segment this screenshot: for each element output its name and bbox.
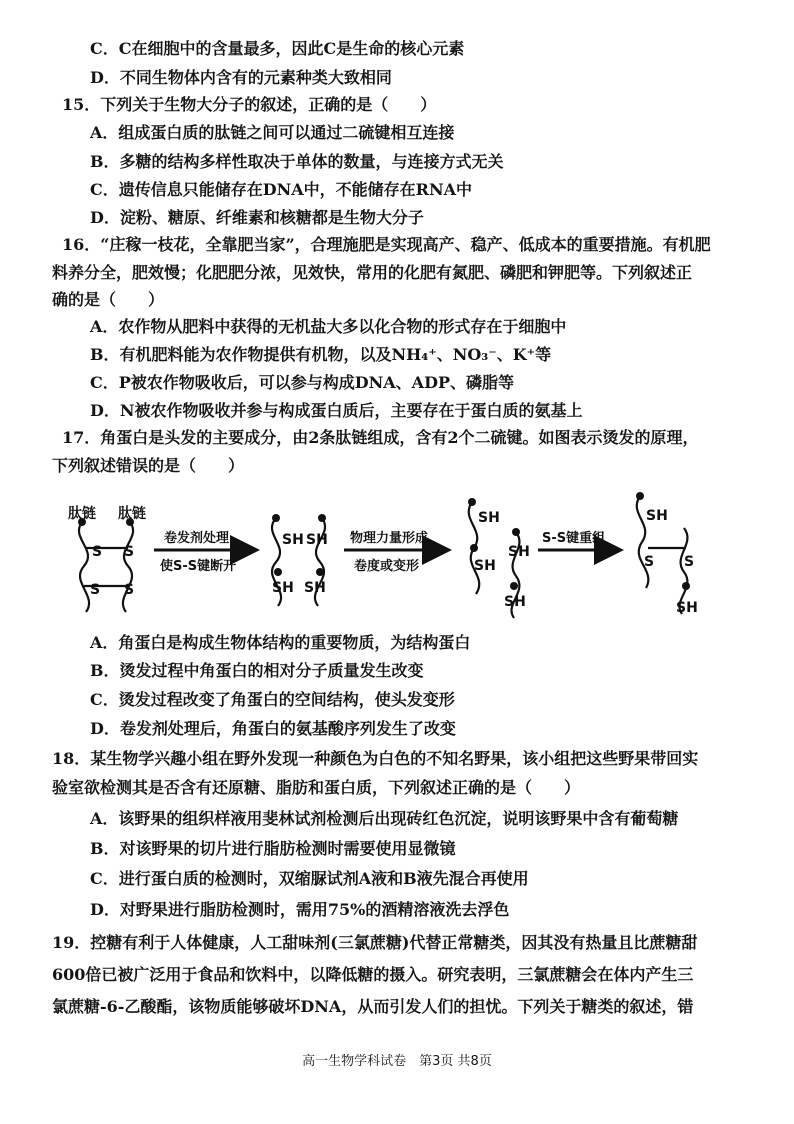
perm-principle-diagram [0, 488, 794, 628]
sh-label: SH [282, 532, 304, 548]
sh-label: SH [306, 532, 328, 548]
s-label: S [644, 554, 655, 570]
sh-label: SH [474, 558, 496, 574]
q18-option-d: D．对野果进行脂肪检测时，需用75%的酒精溶液洗去浮色 [90, 900, 510, 919]
chain-end-dot [510, 582, 518, 590]
q17-option-c: C．烫发过程改变了角蛋白的空间结构，使头发变形 [90, 690, 455, 709]
q18-option-c: C．进行蛋白质的检测时，双缩脲试剂A液和B液先混合再使用 [90, 869, 529, 888]
q18-option-b: B．对该野果的切片进行脂肪检测时需要使用显微镜 [90, 839, 456, 858]
q19-stem-line2: 600倍已被广泛用于食品和饮料中，以降低糖的摄入。研究表明，三氯蔗糖会在体内产生三 [52, 965, 694, 984]
s-label: S [124, 544, 135, 560]
chain-end-dot [636, 492, 644, 500]
q16-option-a: A．农作物从肥料中获得的无机盐大多以化合物的形式存在于细胞中 [90, 317, 567, 336]
q16-stem-line2: 料养分全，肥效慢；化肥肥分浓，见效快，常用的化肥有氮肥、磷肥和钾肥等。下列叙述正 [52, 263, 693, 282]
q16-option-c: C．P被农作物吸收后，可以参与构成DNA、ADP、磷脂等 [90, 373, 515, 392]
sh-label: SH [676, 600, 698, 616]
sh-label: SH [272, 580, 294, 596]
q17-option-b: B．烫发过程中角蛋白的相对分子质量发生改变 [90, 661, 424, 680]
q17-stem-line1: 17．角蛋白是头发的主要成分，由2条肽链组成，含有2个二硫键。如图表示烫发的原理， [62, 428, 699, 447]
q19-stem-line1: 19．控糖有利于人体健康，人工甜味剂(三氯蔗糖)代替正常糖类，因其没有热量且比蔗糖甜 [52, 933, 698, 952]
sh-label: SH [304, 580, 326, 596]
sh-label: SH [504, 594, 526, 610]
sh-label: SH [646, 508, 668, 524]
q15-option-c: C．遗传信息只能储存在DNA中，不能储存在RNA中 [90, 180, 472, 199]
chain-2-stage1 [123, 522, 133, 612]
chain-end-dot [272, 514, 280, 522]
q16-option-d: D．N被农作物吸收并参与构成蛋白质后，主要存在于蛋白质的氨基上 [90, 401, 583, 420]
arrow1-top-label: 卷发剂处理 [164, 531, 230, 546]
q15-stem: 15．下列关于生物大分子的叙述，正确的是（ ） [62, 95, 437, 114]
q17-option-d: D．卷发剂处理后，角蛋白的氨基酸序列发生了改变 [90, 719, 456, 738]
chain-end-dot [512, 528, 520, 536]
q14-option-c: C．C在细胞中的含量最多，因此C是生命的核心元素 [90, 39, 465, 58]
q15-option-d: D．淀粉、糖原、纤维素和核糖都是生物大分子 [90, 208, 424, 227]
s-label: S [90, 582, 101, 598]
sh-label: SH [508, 544, 530, 560]
chain-end-dot [274, 568, 282, 576]
sh-label: SH [478, 510, 500, 526]
q15-option-a: A．组成蛋白质的肽链之间可以通过二硫键相互连接 [90, 123, 455, 142]
q18-option-a: A．该野果的组织样液用斐林试剂检测后出现砖红色沉淀，说明该野果中含有葡萄糖 [90, 809, 679, 828]
q16-stem-line3: 确的是（ ） [52, 290, 165, 309]
q18-stem-line1: 18．某生物学兴趣小组在野外发现一种颜色为白色的不知名野果，该小组把这些野果带回实 [52, 749, 699, 768]
q15-option-b: B．多糖的结构多样性取决于单体的数量，与连接方式无关 [90, 152, 504, 171]
chain-label-1: 肽链 [68, 506, 96, 522]
q18-stem-line2: 验室欲检测其是否含有还原糖、脂肪和蛋白质，下列叙述正确的是（ ） [52, 778, 581, 797]
chain-end-dot [682, 582, 690, 590]
chain-end-dot [316, 568, 324, 576]
chain-end-dot [318, 514, 326, 522]
q16-stem-line1: 16．“庄稼一枝花，全靠肥当家”，合理施肥是实现高产、稳产、低成本的重要措施。有机肥 [62, 235, 711, 254]
arrow2-bottom-label: 卷度或变形 [354, 559, 420, 574]
chain-end-dot [470, 544, 478, 552]
s-label: S [124, 582, 135, 598]
s-label: S [92, 544, 103, 560]
chain-end-dot [468, 498, 476, 506]
s-label: S [684, 554, 695, 570]
arrow1-bottom-label: 使S-S键断开 [160, 559, 237, 574]
q19-stem-line3: 氯蔗糖-6-乙酸酯，该物质能够破坏DNA，从而引发人们的担忧。下列关于糖类的叙述，错 [52, 997, 694, 1016]
q16-option-b: B．有机肥料能为农作物提供有机物，以及NH₄⁺、NO₃⁻、K⁺等 [90, 345, 552, 364]
chain-label-2: 肽链 [118, 506, 146, 522]
q14-option-d: D．不同生物体内含有的元素种类大致相同 [90, 68, 392, 87]
q17-option-a: A．角蛋白是构成生物体结构的重要物质，为结构蛋白 [90, 633, 471, 652]
page-footer: 高一生物学科试卷 第3页 共8页 [302, 1054, 492, 1069]
arrow2-top-label: 物理力量形成 [350, 531, 429, 546]
q17-stem-line2: 下列叙述错误的是（ ） [52, 456, 245, 475]
arrow3-top-label: S-S键重组 [542, 531, 606, 546]
chain-1-stage1 [79, 522, 89, 612]
